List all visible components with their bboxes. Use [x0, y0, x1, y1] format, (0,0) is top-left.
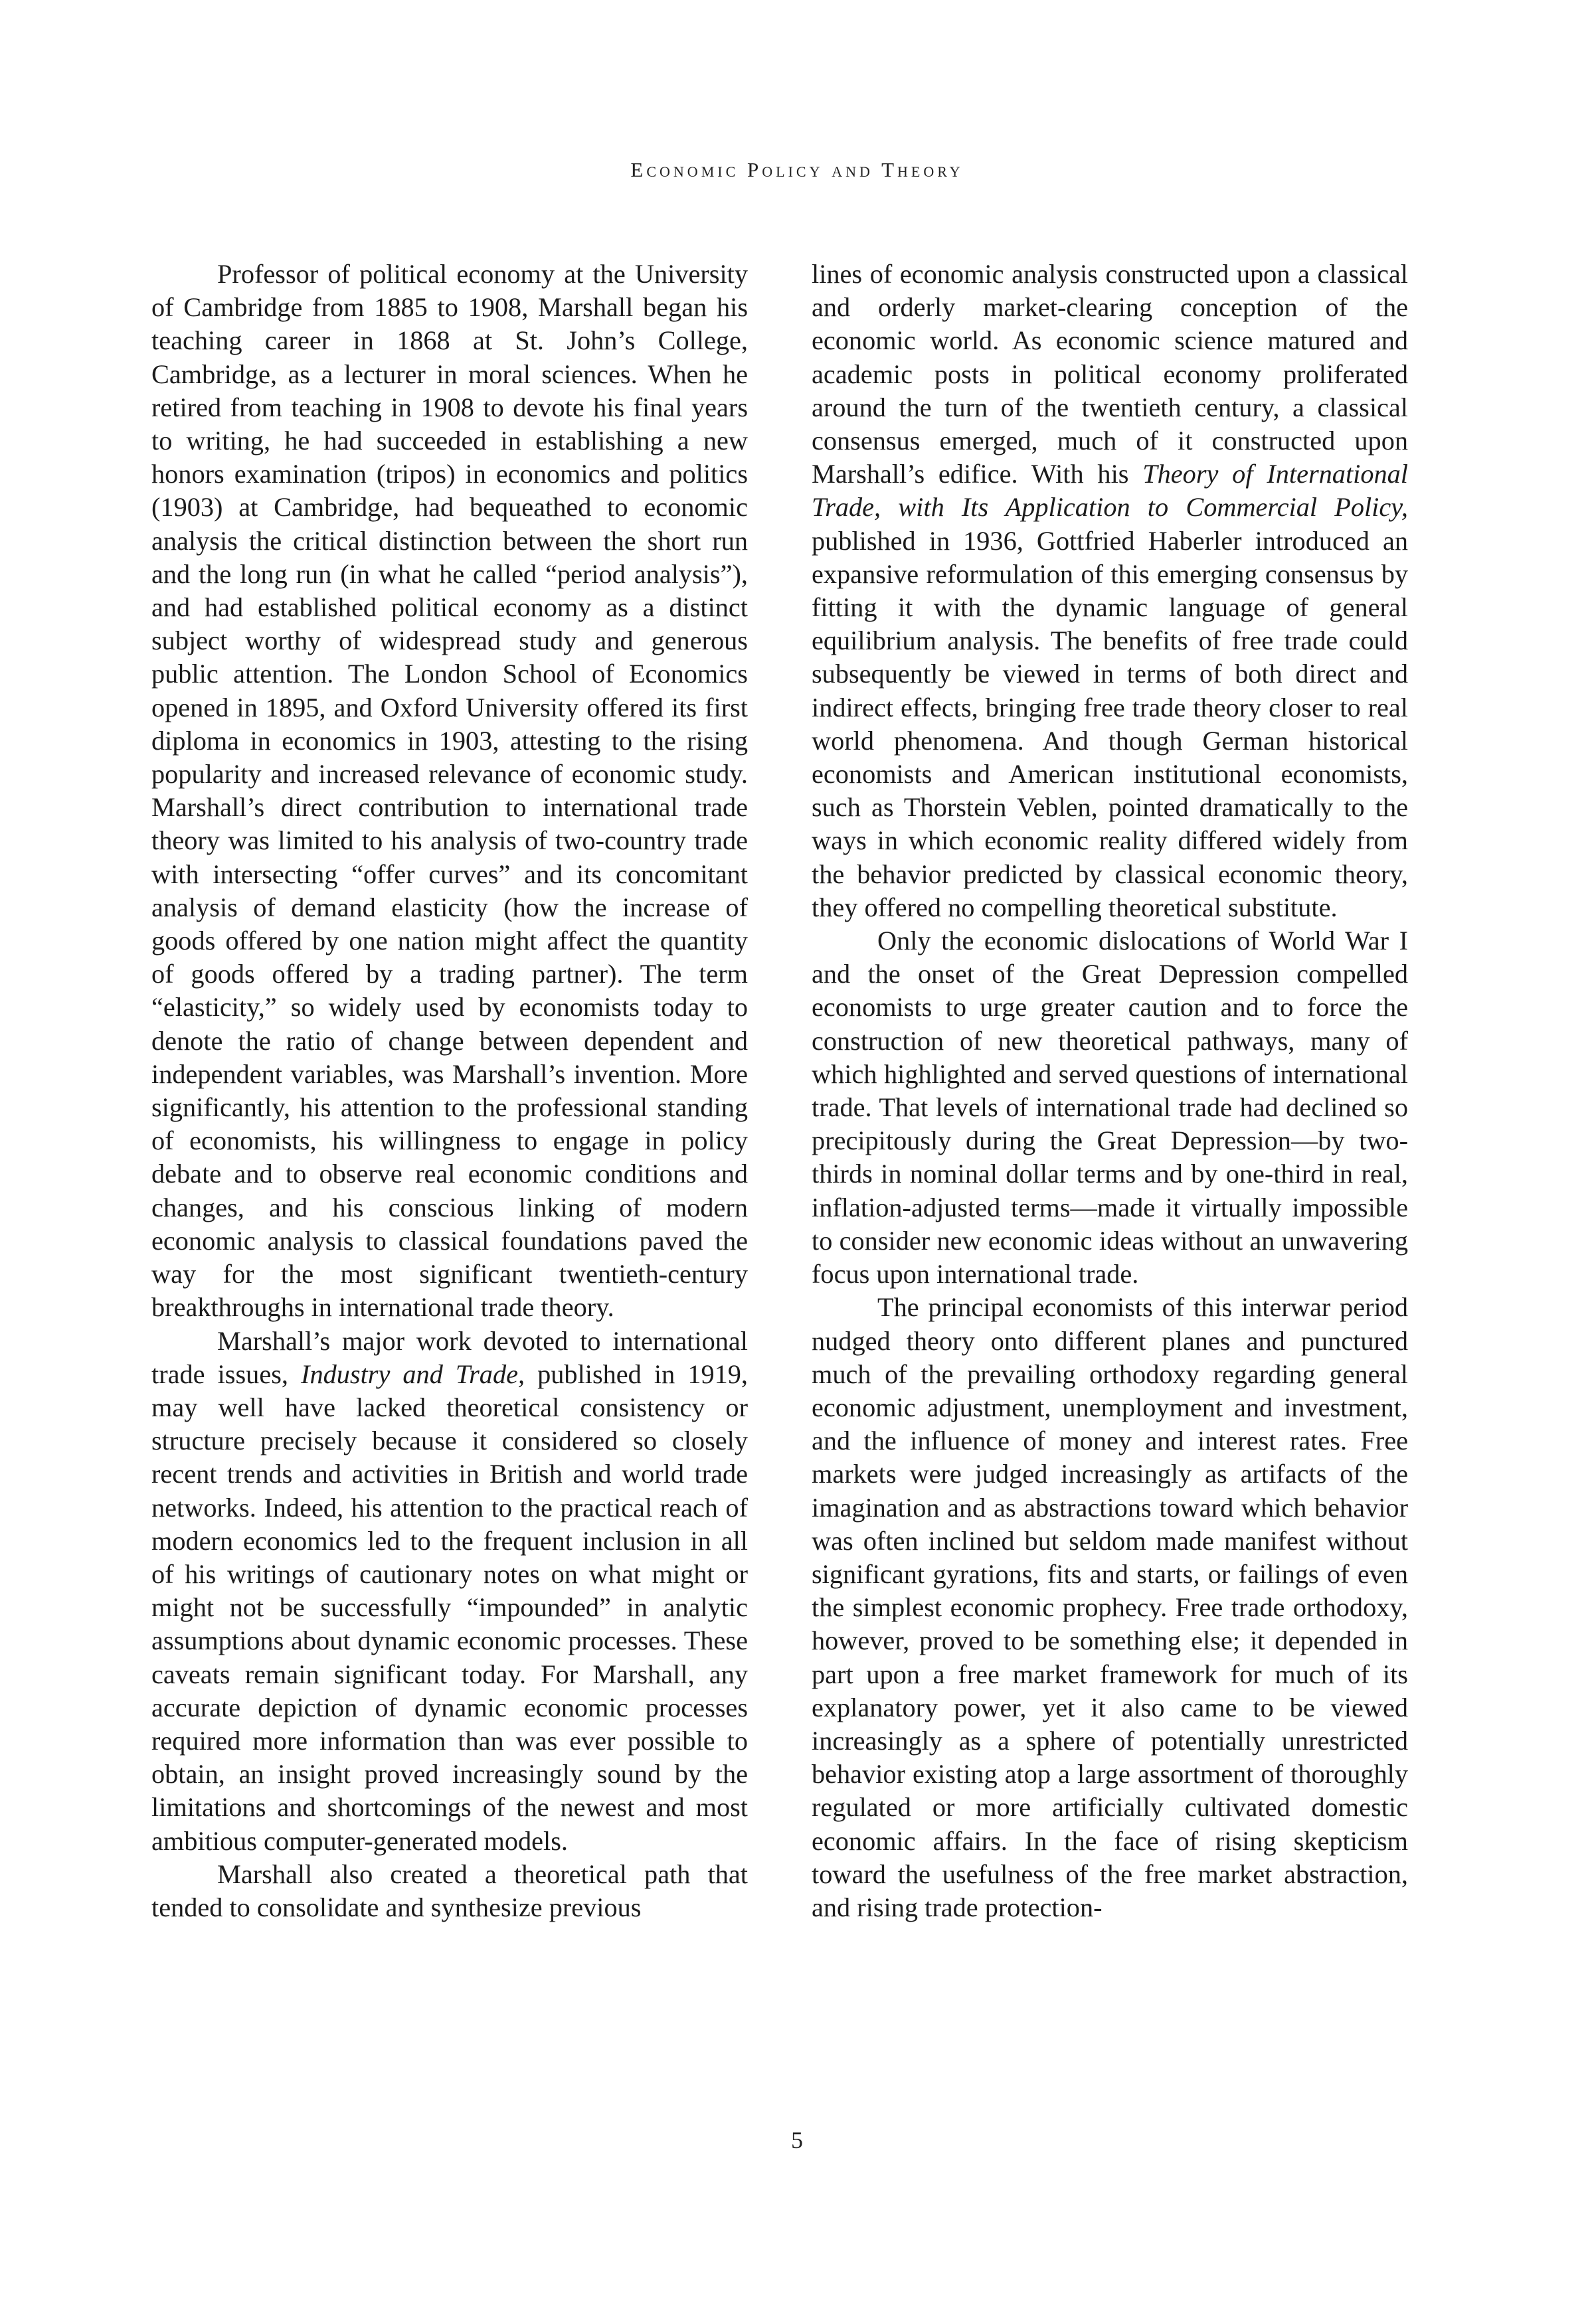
left-paragraph-2-text-a: Marshall’s major work devoted to international trade issues,: [151, 1325, 748, 1389]
right-paragraph-2: Only the economic dislocations of World War I and the onset of the Great Depression compelled economists to urge greater caution and to force the construction of new theoretical pathways, many of which highlighted and served questions of international trade. That levels of international trade had declined so precipitously during the Great Depression—by two-thirds in nominal dollar terms and by one-third in real, inflation-adjusted terms—made it virtually impossible to consider new economic ideas without an unwavering focus upon international trade.: [812, 926, 1408, 1289]
book-title-theory-of-international-trade: Theory of International Trade, with Its Application to Commercial Policy,: [812, 459, 1408, 523]
left-column: [151, 258, 748, 1924]
right-column: [812, 258, 1408, 1924]
right-paragraph-1-text-b: published in 1936, Gottfried Haberler introduced an expansive reformulation of this emerging consensus by fitting it with the dynamic language of general equilibrium analysis. The benefits of free trade could subsequently be viewed in terms of both direct and indirect effects, bringing free trade theory closer to real world phenomena. And though German historical economists and American institutional economists, such as Thorstein Veblen, pointed dramatically to the ways in which economic reality differed widely from the behavior predicted by classical economic theory, they offered no compelling theoretical substitute.: [812, 525, 1408, 922]
left-paragraph-1: Professor of political economy at the University of Cambridge from 1885 to 1908, Marshall began his teaching career in 1868 at St. John’s College, Cambridge, as a lecturer in moral sciences. When he retired from teaching in 1908 to devote his final years to writing, he had succeeded in establishing a new honors examination (tripos) in economics and politics (1903) at Cambridge, had bequeathed to economic analysis the critical distinction between the short run and the long run (in what he called “period analysis”), and had established political economy as a distinct subject worthy of widespread study and generous public attention. The London School of Economics opened in 1895, and Oxford University offered its first diploma in economics in 1903, attesting to the rising popularity and increased relevance of economic study. Marshall’s direct contribution to international trade theory was limited to his analysis of two-country trade with intersecting “offer curves” and its concomitant analysis of demand elasticity (how the increase of goods offered by one nation might affect the quantity of goods offered by a trading partner). The term “elasticity,” so widely used by economists today to denote the ratio of change between dependent and independent variables, was Marshall’s invention. More significantly, his attention to the professional standing of economists, his willingness to engage in policy debate and to observe real economic conditions and changes, and his conscious linking of modern economic analysis to classical foundations paved the way for the most significant twentieth-century breakthroughs in international trade theory.: [151, 259, 748, 1323]
right-paragraph-3: The principal economists of this interwar period nudged theory onto different planes and punctured much of the prevailing orthodoxy regarding general economic adjustment, unemployment and investment, and the influence of money and interest rates. Free markets were judged increasingly as artifacts of the imagination and as abstractions toward which behavior was often inclined but seldom made manifest without significant gyrations, fits and starts, or failings of even the simplest economic prophecy. Free trade orthodoxy, however, proved to be something else; it depended in part upon a free market framework for much of its explanatory power, yet it also came to be viewed increasingly as a sphere of potentially unrestricted behavior existing atop a large assortment of thoroughly regulated or more artificially cultivated domestic economic affairs. In the face of rising skepticism toward the usefulness of the free market abstraction, and rising trade protection-: [812, 1292, 1408, 1922]
page-number: 5: [791, 2127, 803, 2153]
right-paragraph-1-text-a: lines of economic analysis constructed upon a classical and orderly market-clearing conception of the economic world. As economic science matured and academic posts in political economy proliferated around the turn of the twentieth century, a classical consensus emerged, much of it constructed upon Marshall’s edifice. With his: [812, 259, 1408, 489]
left-paragraph-3: Marshall also created a theoretical path that tended to consolidate and synthesize previous: [151, 1859, 748, 1922]
left-paragraph-2-text-b: published in 1919, may well have lacked theoretical consistency or structure precisely because it considered so closely recent trends and activities in British and world trade networks. Indeed, his attention to the practical reach of modern economics led to the frequent inclusion in all of his writings of cautionary notes on what might or might not be successfully “impounded” in analytic assumptions about dynamic economic processes. These caveats remain significant today. For Marshall, any accurate depiction of dynamic economic processes required more information than was ever possible to obtain, an insight proved increasingly sound by the limitations and shortcomings of the newest and most ambitious computer-generated models.: [151, 1359, 748, 1856]
right-paragraph-1: [812, 258, 1408, 924]
running-head: Economic Policy and Theory: [630, 158, 964, 181]
book-title-industry-and-trade: Industry and Trade,: [301, 1359, 525, 1389]
left-paragraph-2: [151, 1325, 748, 1858]
